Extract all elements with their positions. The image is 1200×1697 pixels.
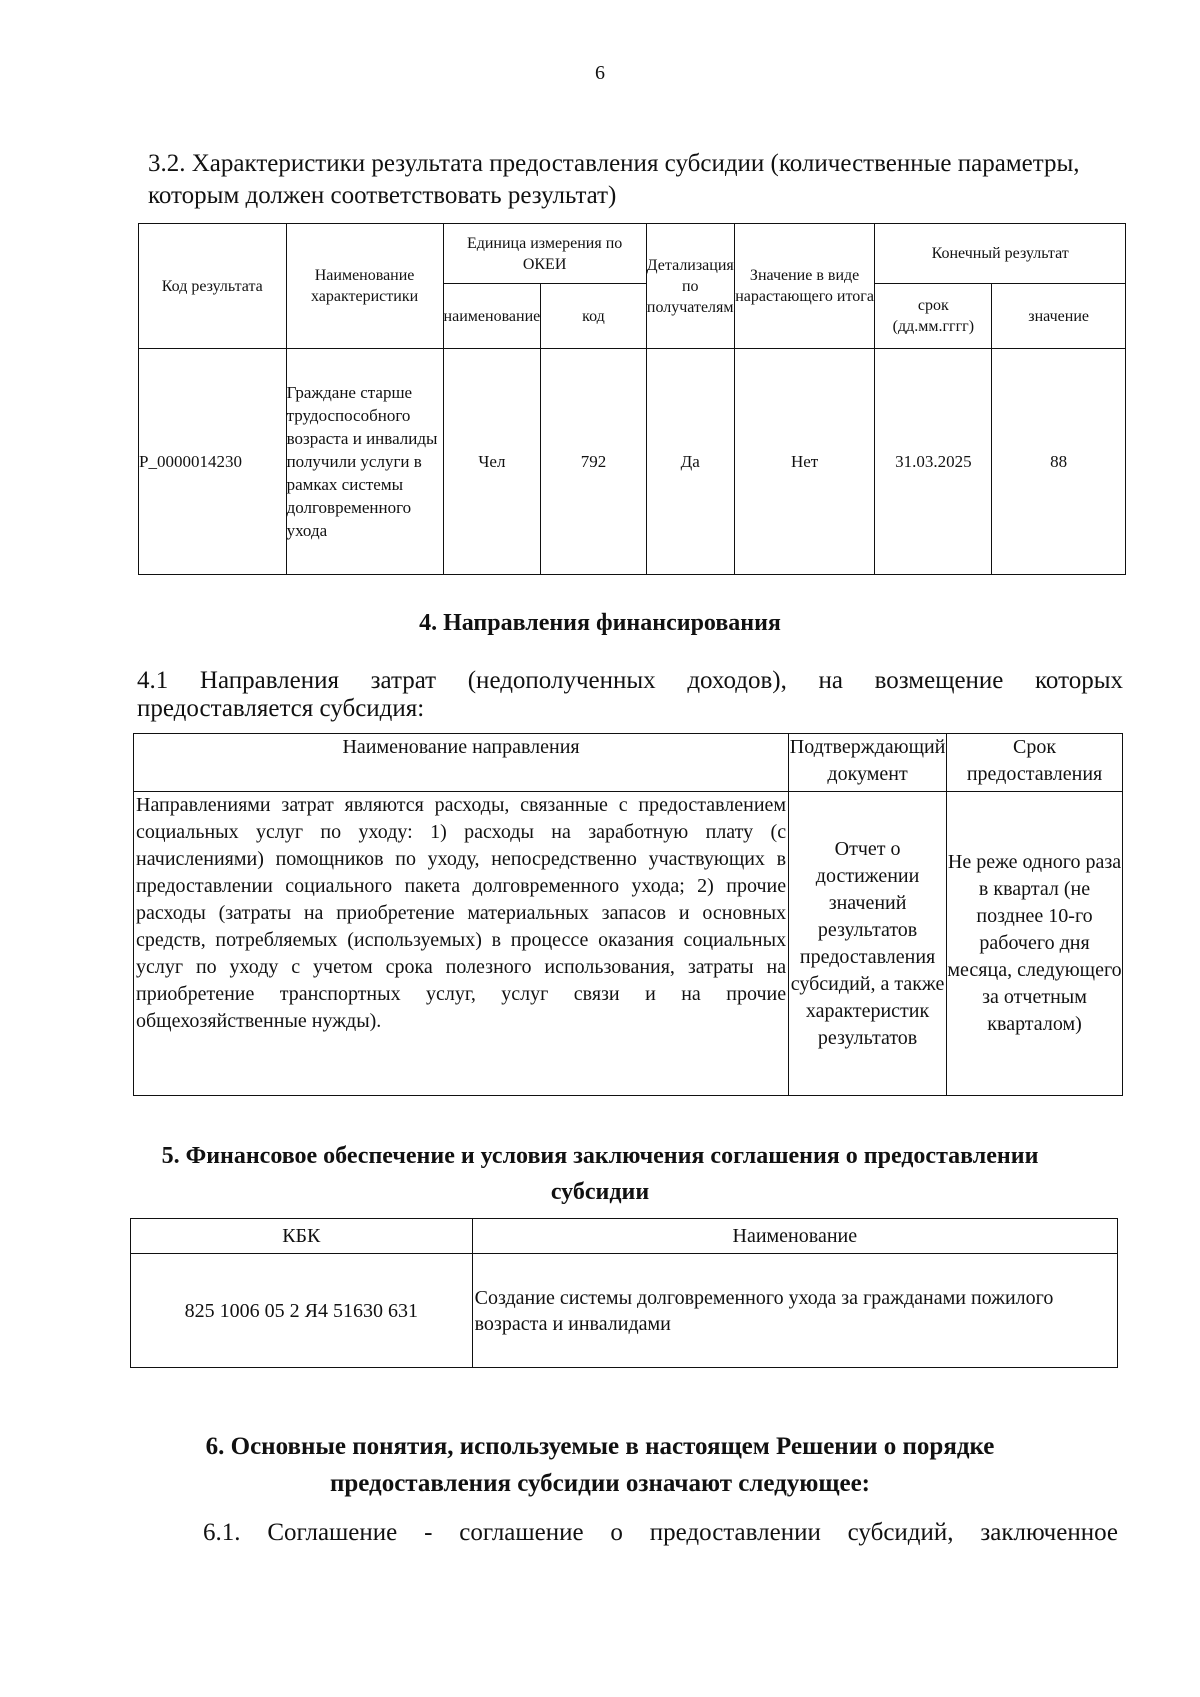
table-row xyxy=(139,349,1126,575)
header-result-code: Код результата xyxy=(139,224,287,349)
section-4-1-paragraph: 4.1 Направления затрат (недополученных доходов), на возмещение которых предоставляется субсидия: xyxy=(137,667,1123,722)
header-final-value: значение xyxy=(992,284,1126,349)
section-5-heading: 5. Финансовое обеспечение и условия заключения соглашения о предоставлении субсидии xyxy=(161,1143,1039,1205)
header-final-result: Конечный результат xyxy=(875,224,1126,284)
cell-result-code: P_0000014230 xyxy=(139,349,287,575)
cell-characteristic-name: Граждане старше трудоспособного возраста и инвалиды получили услуги в рамках системы долговременного ухода xyxy=(286,349,443,575)
kbk-table xyxy=(130,1218,1118,1368)
header-detail: Детализация по получателям xyxy=(646,224,734,349)
section-3-2-heading: 3.2. Характеристики результата предоставления субсидии (количественные параметры, которым должен соответствовать результат) xyxy=(148,150,1080,209)
header-document: Подтверждающий документ xyxy=(789,734,947,792)
section-4-heading: 4. Направления финансирования xyxy=(419,610,781,636)
cell-term: Не реже одного раза в квартал (не позднее 10-го рабочего дня месяца, следующего за отчетным кварталом) xyxy=(947,792,1123,1096)
cell-detail: Да xyxy=(646,349,734,575)
cell-kbk: 825 1006 05 2 Я4 51630 631 xyxy=(131,1254,473,1368)
results-characteristics-table xyxy=(138,223,1126,575)
section-6-heading: 6. Основные понятия, используемые в настоящем Решении о порядке предоставления субсидии означают следующее: xyxy=(205,1433,995,1497)
cell-document: Отчет о достижении значений результатов предоставления субсидий, а также характеристик результатов xyxy=(789,792,947,1096)
cell-unit-name: Чел xyxy=(443,349,541,575)
header-term: Срок предоставления xyxy=(947,734,1123,792)
table-row xyxy=(131,1254,1118,1368)
page-number: 6 xyxy=(595,62,605,84)
cost-directions-table xyxy=(133,733,1123,1096)
header-unit-code: код xyxy=(541,284,646,349)
table-row xyxy=(134,792,1123,1096)
cell-final-value: 88 xyxy=(992,349,1126,575)
header-okei-unit: Единица измерения по ОКЕИ xyxy=(443,224,646,284)
header-characteristic-name: Наименование характеристики xyxy=(286,224,443,349)
cell-final-date: 31.03.2025 xyxy=(875,349,992,575)
header-direction: Наименование направления xyxy=(134,734,789,792)
cell-direction: Направлениями затрат являются расходы, связанные с предоставлением социальных услуг по уходу: 1) расходы на заработную плату (с начислениями) помощников по уходу, непосредственно участвующих в предоставлении социального пакета долговременного ухода; 2) прочие расходы (затраты на приобретение материальных запасов и основных средств, потребляемых (используемых) в процессе оказания социальных услуг по уходу с учетом срока полезного использования, затраты на приобретение транспортных услуг, услуг связи и на прочие общехозяйственные нужды). xyxy=(134,792,789,1096)
header-kbk: КБК xyxy=(131,1219,473,1254)
cell-kbk-name: Создание системы долговременного ухода за гражданами пожилого возраста и инвалидами xyxy=(472,1254,1117,1368)
cell-unit-code: 792 xyxy=(541,349,646,575)
cell-cumulative: Нет xyxy=(734,349,875,575)
header-unit-name: наименование xyxy=(443,284,541,349)
header-name: Наименование xyxy=(472,1219,1117,1254)
section-6-1-paragraph: 6.1. Соглашение - соглашение о предоставлении субсидий, заключенное xyxy=(203,1519,1118,1546)
header-final-date: срок (дд.мм.гггг) xyxy=(875,284,992,349)
header-cumulative: Значение в виде нарастающего итога xyxy=(734,224,875,349)
